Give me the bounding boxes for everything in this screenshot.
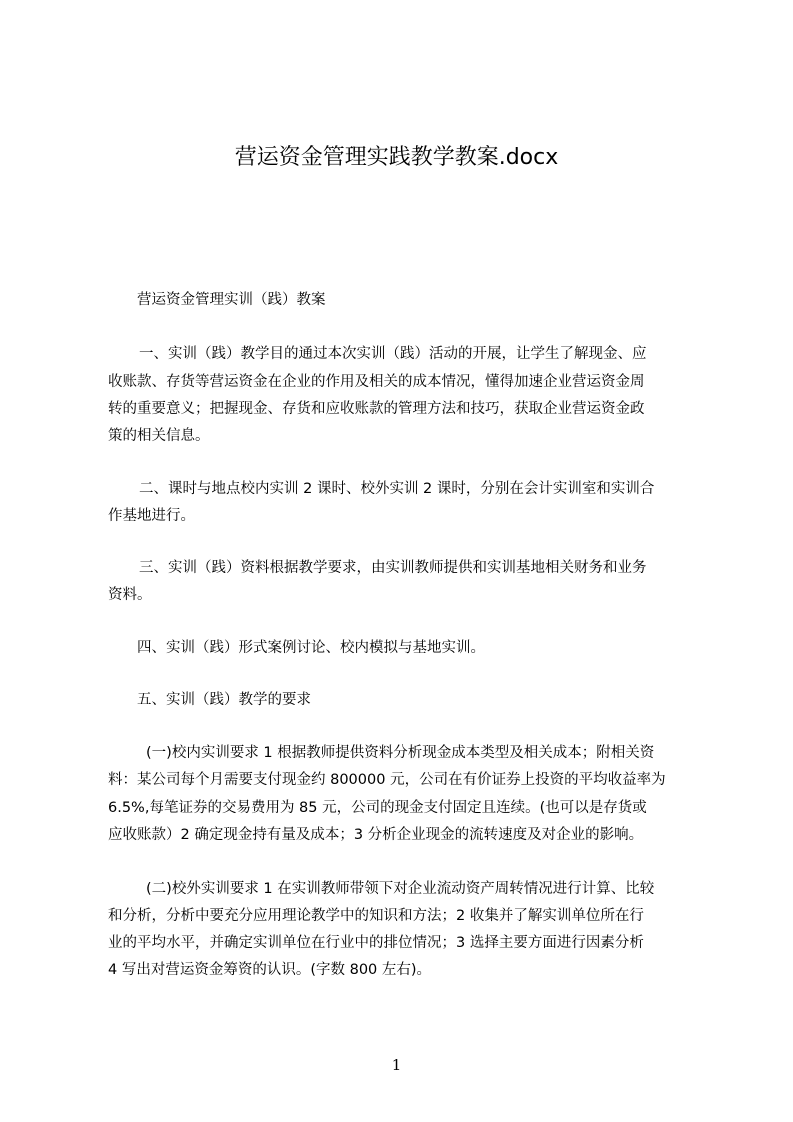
paragraph-line: 资料。 xyxy=(108,587,152,603)
paragraph-line: 三、实训（践）资料根据教学要求，由实训教师提供和实训基地相关财务和业务 xyxy=(139,560,647,576)
paragraph-line: (二)校外实训要求 1 在实训教师带领下对企业流动资产周转情况进行计算、比较 xyxy=(146,881,655,897)
document-title: 营运资金管理实践教学教案.docx xyxy=(234,145,559,170)
paragraph-line: 作基地进行。 xyxy=(108,508,195,524)
paragraph-line: 策的相关信息。 xyxy=(108,428,210,444)
paragraph-line: 业的平均水平，并确定实训单位在行业中的排位情况；3 选择主要方面进行因素分析 xyxy=(108,935,644,951)
paragraph-line: 料：某公司每个月需要支付现金约 800000 元，公司在有价证券上投资的平均收益率为 xyxy=(108,772,666,788)
paragraph-line: (一)校内实训要求 1 根据教师提供资料分析现金成本类型及相关成本；附相关资 xyxy=(146,745,655,761)
paragraph-line: 应收账款）2 确定现金持有量及成本；3 分析企业现金的流转速度及对企业的影响。 xyxy=(108,827,644,843)
document-heading: 营运资金管理实训（践）教案 xyxy=(137,292,326,308)
paragraph-line: 和分析，分析中要充分应用理论教学中的知识和方法；2 收集并了解实训单位所在行 xyxy=(108,908,644,924)
paragraph-line: 五、实训（践）教学的要求 xyxy=(137,692,311,708)
paragraph-line: 四、实训（践）形式案例讨论、校内模拟与基地实训。 xyxy=(137,640,485,656)
paragraph-line: 4 写出对营运资金筹资的认识。(字数 800 左右)。 xyxy=(108,962,432,978)
paragraph-line: 6.5%,每笔证券的交易费用为 85 元，公司的现金支付固定且连续。(也可以是存货或 xyxy=(108,800,647,816)
page-number: 1 xyxy=(391,1056,402,1074)
paragraph-line: 转的重要意义；把握现金、存货和应收账款的管理方法和技巧，获取企业营运资金政 xyxy=(108,401,645,417)
paragraph-line: 一、实训（践）教学目的通过本次实训（践）活动的开展，让学生了解现金、应 xyxy=(139,346,647,362)
paragraph-line: 二、课时与地点校内实训 2 课时、校外实训 2 课时，分别在会计实训室和实训合 xyxy=(139,481,655,497)
paragraph-line: 收账款、存货等营运资金在企业的作用及相关的成本情况，懂得加速企业营运资金周 xyxy=(108,374,645,390)
